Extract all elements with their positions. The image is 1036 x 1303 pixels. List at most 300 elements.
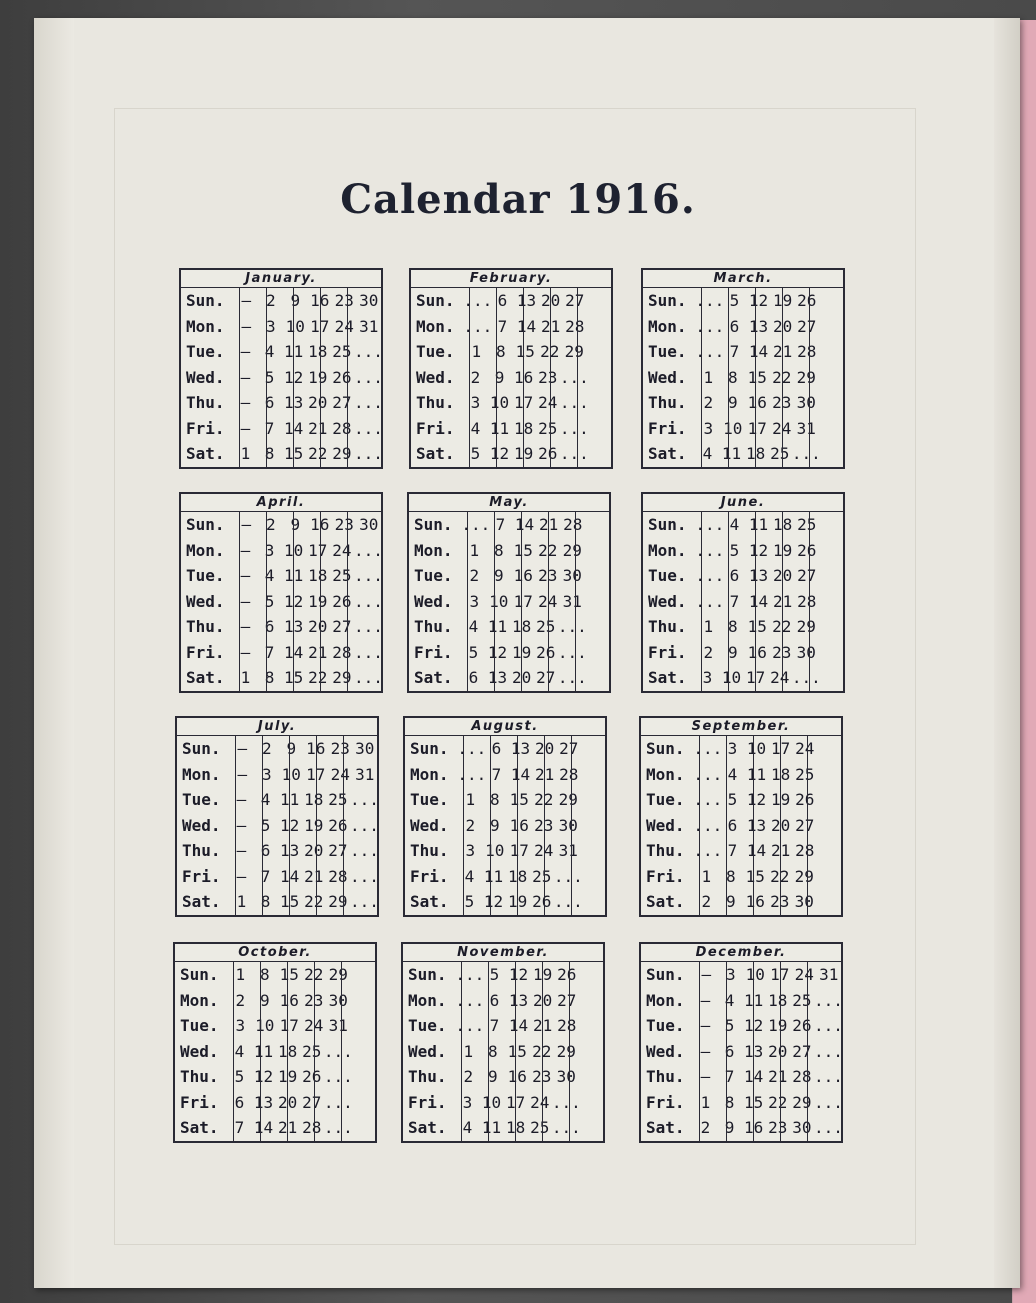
date-cell: 13 <box>748 316 769 336</box>
weekday-label: Fri. <box>648 642 687 662</box>
week-row <box>181 563 381 589</box>
date-cell: 13 <box>280 841 300 861</box>
date-cell: 6 <box>497 291 508 311</box>
date-cell: 11 <box>481 1118 502 1138</box>
date-cell: 3 <box>462 1092 473 1112</box>
week-row <box>641 988 841 1014</box>
date-cell: 7 <box>260 866 271 886</box>
date-cell: ... <box>353 444 383 464</box>
date-cell: 3 <box>469 591 480 611</box>
date-cell: 23 <box>534 815 554 835</box>
date-cell: 11 <box>746 764 767 784</box>
week-row <box>411 288 611 314</box>
weekday-label: Mon. <box>186 316 225 336</box>
date-cell: 19 <box>508 892 528 912</box>
date-cell: 24 <box>772 418 792 438</box>
date-cell: 17 <box>513 591 533 611</box>
month-october <box>173 942 377 1143</box>
date-cell: 21 <box>771 841 791 861</box>
weekday-label: Sat. <box>648 444 687 464</box>
date-cell: 30 <box>359 515 379 535</box>
weekday-label: Thu. <box>410 841 449 861</box>
date-cell: ... <box>323 1041 353 1061</box>
date-cell: 31 <box>355 764 375 784</box>
date-cell: 23 <box>538 566 558 586</box>
date-cell: 3 <box>702 668 713 688</box>
week-row <box>409 538 609 564</box>
date-cell: 4 <box>468 617 479 637</box>
date-cell: 1 <box>236 892 247 912</box>
date-cell: 2 <box>470 367 481 387</box>
date-cell: ... <box>323 1092 353 1112</box>
weekday-label: Fri. <box>410 866 449 886</box>
date-cell: 13 <box>510 739 531 759</box>
date-cell: ... <box>813 1016 843 1036</box>
date-cell: 5 <box>264 367 275 387</box>
date-cell: – <box>240 540 251 560</box>
week-row <box>175 1115 375 1141</box>
date-cell: 4 <box>464 866 475 886</box>
week-row <box>177 889 377 915</box>
week-row <box>643 563 843 589</box>
date-cell: 25 <box>532 866 552 886</box>
date-cell: ... <box>349 790 379 810</box>
weekday-label: Sat. <box>646 892 685 912</box>
date-cell: 23 <box>772 393 792 413</box>
weekday-label: Thu. <box>648 617 687 637</box>
date-cell: 15 <box>507 1041 527 1061</box>
date-cell: 28 <box>797 342 817 362</box>
date-cell: 8 <box>495 342 506 362</box>
date-cell: 21 <box>773 591 793 611</box>
date-cell: 14 <box>284 418 304 438</box>
date-cell: 16 <box>279 990 299 1010</box>
date-cell: 30 <box>562 566 582 586</box>
week-row <box>409 640 609 666</box>
date-cell: 5 <box>729 291 740 311</box>
date-cell: 15 <box>515 342 535 362</box>
date-cell: 28 <box>797 591 817 611</box>
week-row <box>181 416 381 442</box>
date-cell: – <box>236 790 247 810</box>
date-cell: 29 <box>796 617 816 637</box>
date-cell: 18 <box>746 444 766 464</box>
date-cell: ... <box>695 342 725 362</box>
date-cell: 1 <box>240 668 251 688</box>
date-cell: 6 <box>491 739 502 759</box>
date-cell: ... <box>551 1092 581 1112</box>
date-cell: 29 <box>332 444 352 464</box>
month-june <box>641 492 845 693</box>
date-cell: 13 <box>487 668 508 688</box>
month-august <box>403 716 607 917</box>
date-cell: 29 <box>558 790 578 810</box>
date-cell: 29 <box>796 367 816 387</box>
date-cell: – <box>240 418 251 438</box>
date-cell: 25 <box>770 444 790 464</box>
weekday-label: Mon. <box>646 990 685 1010</box>
date-cell: 24 <box>530 1092 550 1112</box>
weekday-label: Sat. <box>414 668 453 688</box>
weekday-label: Tue. <box>648 342 687 362</box>
week-row <box>181 288 381 314</box>
date-cell: 13 <box>748 566 769 586</box>
date-cell: 24 <box>538 393 558 413</box>
date-cell: 19 <box>308 367 328 387</box>
date-cell: 16 <box>747 393 767 413</box>
date-cell: 26 <box>792 1016 812 1036</box>
date-cell: 15 <box>284 444 304 464</box>
date-cell: 9 <box>487 1067 498 1087</box>
date-cell: ... <box>693 841 723 861</box>
date-cell: 30 <box>359 291 379 311</box>
date-cell: 2 <box>703 642 714 662</box>
date-cell: 19 <box>773 540 793 560</box>
date-cell: 19 <box>512 642 532 662</box>
date-cell: – <box>701 965 712 985</box>
date-cell: 20 <box>771 815 791 835</box>
date-cell: 6 <box>489 990 500 1010</box>
week-row <box>643 538 843 564</box>
date-cell: 25 <box>328 790 348 810</box>
date-cell: 22 <box>540 342 560 362</box>
date-cell: 6 <box>724 1041 735 1061</box>
date-cell: 22 <box>772 617 792 637</box>
date-cell: 3 <box>235 1016 246 1036</box>
date-cell: 5 <box>724 1016 735 1036</box>
date-cell: 3 <box>264 540 275 560</box>
date-cell: 27 <box>797 566 817 586</box>
date-cell: 26 <box>538 444 558 464</box>
date-cell: ... <box>353 591 383 611</box>
date-cell: 5 <box>489 965 500 985</box>
month-name: October. <box>175 944 375 962</box>
date-cell: 12 <box>489 444 510 464</box>
date-cell: 20 <box>512 668 532 688</box>
month-april <box>179 492 383 693</box>
weekday-label: Mon. <box>186 540 225 560</box>
weekday-label: Sat. <box>408 1118 447 1138</box>
date-cell: 11 <box>744 990 764 1010</box>
date-cell: 28 <box>328 866 348 886</box>
date-cell: 4 <box>260 790 271 810</box>
date-cell: 16 <box>745 892 765 912</box>
date-cell: 8 <box>493 540 504 560</box>
date-cell: 5 <box>468 642 479 662</box>
date-cell: – <box>236 841 247 861</box>
date-cell: 1 <box>471 342 482 362</box>
week-row <box>177 736 377 762</box>
date-cell: ... <box>813 1067 843 1087</box>
date-cell: 22 <box>770 866 790 886</box>
month-name: April. <box>181 494 381 512</box>
month-name: July. <box>177 718 377 736</box>
date-cell: 17 <box>308 540 328 560</box>
week-row <box>403 1013 603 1039</box>
date-cell: 2 <box>463 1067 474 1087</box>
date-cell: 8 <box>264 668 275 688</box>
month-march <box>641 268 845 469</box>
date-cell: 22 <box>308 668 328 688</box>
date-cell: 30 <box>558 815 578 835</box>
date-cell: 11 <box>489 418 510 438</box>
date-cell: – <box>240 342 251 362</box>
date-cell: 10 <box>723 418 743 438</box>
date-cell: ... <box>353 668 383 688</box>
date-cell: 28 <box>557 1016 577 1036</box>
date-cell: 16 <box>744 1118 764 1138</box>
date-cell: ... <box>353 617 383 637</box>
week-row <box>175 988 375 1014</box>
week-row <box>641 1090 841 1116</box>
week-row <box>643 365 843 391</box>
date-cell: 16 <box>514 367 534 387</box>
week-row <box>641 838 841 864</box>
date-cell: 18 <box>508 866 528 886</box>
date-cell: – <box>240 617 251 637</box>
date-cell: 4 <box>470 418 481 438</box>
week-row <box>643 339 843 365</box>
date-cell: 2 <box>469 566 480 586</box>
date-cell: 28 <box>563 515 583 535</box>
date-cell: ... <box>349 815 379 835</box>
date-cell: 25 <box>797 515 817 535</box>
date-cell: 11 <box>721 444 742 464</box>
date-cell: 29 <box>328 892 348 912</box>
date-cell: 14 <box>508 1016 529 1036</box>
date-cell: 16 <box>507 1067 527 1087</box>
date-cell: 28 <box>302 1118 322 1138</box>
date-cell: 19 <box>304 815 324 835</box>
week-row <box>409 665 609 691</box>
date-cell: 21 <box>304 866 324 886</box>
weekday-label: Tue. <box>408 1016 447 1036</box>
date-cell: 26 <box>302 1067 322 1087</box>
date-cell: – <box>240 367 251 387</box>
week-row <box>411 441 611 467</box>
weekday-label: Sat. <box>180 1118 219 1138</box>
date-cell: 6 <box>729 566 740 586</box>
date-cell: ... <box>557 668 587 688</box>
date-cell: ... <box>349 892 379 912</box>
month-december <box>639 942 843 1143</box>
date-cell: – <box>240 393 251 413</box>
date-cell: 29 <box>564 342 584 362</box>
date-cell: 29 <box>562 540 582 560</box>
date-cell: 20 <box>533 990 553 1010</box>
date-cell: 7 <box>264 642 275 662</box>
week-row <box>641 864 841 890</box>
date-cell: 28 <box>795 841 815 861</box>
date-cell: 19 <box>278 1067 298 1087</box>
date-cell: 18 <box>278 1041 298 1061</box>
date-cell: 13 <box>284 617 304 637</box>
date-cell: 16 <box>310 515 330 535</box>
page-title: Calendar 1916. <box>340 176 696 223</box>
date-cell: 21 <box>541 316 561 336</box>
date-cell: ... <box>693 739 723 759</box>
date-cell: 2 <box>265 291 276 311</box>
week-row <box>177 762 377 788</box>
date-cell: 3 <box>261 764 272 784</box>
week-row <box>181 640 381 666</box>
date-cell: 31 <box>562 591 582 611</box>
date-cell: ... <box>551 1118 581 1138</box>
date-cell: ... <box>813 1092 843 1112</box>
date-cell: 21 <box>533 1016 553 1036</box>
week-row <box>181 390 381 416</box>
date-cell: 27 <box>559 739 579 759</box>
week-row <box>411 339 611 365</box>
date-cell: 25 <box>332 342 352 362</box>
date-cell: 14 <box>284 642 304 662</box>
date-cell: 10 <box>481 1092 502 1112</box>
date-cell: 29 <box>332 668 352 688</box>
month-name: June. <box>643 494 843 512</box>
date-cell: 8 <box>259 965 270 985</box>
date-cell: 19 <box>773 291 793 311</box>
weekday-label: Sun. <box>182 739 221 759</box>
week-row <box>403 1064 603 1090</box>
weekday-label: Thu. <box>186 617 225 637</box>
date-cell: ... <box>559 444 589 464</box>
date-cell: 26 <box>557 965 577 985</box>
date-cell: 4 <box>264 342 275 362</box>
week-row <box>641 1115 841 1141</box>
date-cell: 10 <box>745 965 765 985</box>
date-cell: 1 <box>700 1092 711 1112</box>
date-cell: 7 <box>729 342 740 362</box>
week-row <box>181 441 381 467</box>
weekday-label: Sun. <box>410 739 449 759</box>
date-cell: 14 <box>748 591 769 611</box>
date-cell: 8 <box>489 790 500 810</box>
date-cell: ... <box>557 642 587 662</box>
weekday-label: Sun. <box>180 965 219 985</box>
date-cell: 5 <box>729 540 740 560</box>
weekday-label: Mon. <box>408 990 447 1010</box>
date-cell: 30 <box>796 393 816 413</box>
date-cell: ... <box>813 1118 843 1138</box>
date-cell: ... <box>353 367 383 387</box>
date-cell: ... <box>457 739 487 759</box>
weekday-label: Tue. <box>648 566 687 586</box>
weekday-label: Thu. <box>180 1067 219 1087</box>
weekday-label: Mon. <box>648 316 687 336</box>
date-cell: 24 <box>534 841 554 861</box>
date-cell: ... <box>693 764 723 784</box>
date-cell: 30 <box>328 990 348 1010</box>
date-cell: ... <box>553 892 583 912</box>
date-cell: 1 <box>235 965 246 985</box>
date-cell: 2 <box>235 990 246 1010</box>
date-cell: 11 <box>280 790 300 810</box>
date-cell: 6 <box>264 393 275 413</box>
date-cell: 8 <box>725 866 736 886</box>
date-cell: 7 <box>234 1118 245 1138</box>
date-cell: 18 <box>514 418 534 438</box>
weekday-label: Sat. <box>646 1118 685 1138</box>
date-cell: 4 <box>729 515 740 535</box>
weekday-label: Fri. <box>186 418 225 438</box>
date-cell: 11 <box>748 515 769 535</box>
weekday-label: Sat. <box>182 892 221 912</box>
date-cell: 27 <box>332 393 352 413</box>
date-cell: 3 <box>725 965 736 985</box>
date-cell: 24 <box>330 764 350 784</box>
week-row <box>403 1115 603 1141</box>
date-cell: 23 <box>330 739 350 759</box>
date-cell: 21 <box>278 1118 298 1138</box>
month-september <box>639 716 843 917</box>
date-cell: 7 <box>724 1067 735 1087</box>
date-cell: – <box>700 1067 711 1087</box>
weekday-label: Wed. <box>182 815 221 835</box>
date-cell: 10 <box>746 739 767 759</box>
date-cell: 15 <box>747 367 767 387</box>
week-row <box>409 614 609 640</box>
date-cell: 25 <box>332 566 352 586</box>
date-cell: 8 <box>260 892 271 912</box>
date-cell: 17 <box>771 739 791 759</box>
date-cell: 29 <box>792 1092 812 1112</box>
date-cell: 9 <box>493 566 504 586</box>
date-cell: ... <box>553 866 583 886</box>
date-cell: 20 <box>308 617 328 637</box>
week-row <box>403 962 603 988</box>
date-cell: – <box>240 566 251 586</box>
month-name: February. <box>411 270 611 288</box>
week-row <box>641 762 841 788</box>
date-cell: 27 <box>302 1092 322 1112</box>
date-cell: 29 <box>556 1041 576 1061</box>
date-cell: ... <box>791 668 821 688</box>
date-cell: 13 <box>508 990 529 1010</box>
date-cell: 1 <box>703 367 714 387</box>
date-cell: ... <box>695 316 725 336</box>
week-row <box>405 813 605 839</box>
date-cell: 25 <box>795 764 815 784</box>
date-cell: 23 <box>334 515 354 535</box>
week-row <box>405 864 605 890</box>
date-cell: 10 <box>281 764 301 784</box>
weekday-label: Tue. <box>186 342 225 362</box>
date-cell: 24 <box>794 965 814 985</box>
date-cell: ... <box>693 790 723 810</box>
date-cell: ... <box>323 1067 353 1087</box>
weekday-label: Wed. <box>416 367 455 387</box>
week-row <box>411 416 611 442</box>
month-may <box>407 492 611 693</box>
date-cell: 4 <box>727 764 738 784</box>
date-cell: 7 <box>729 591 740 611</box>
week-row <box>643 512 843 538</box>
week-row <box>403 988 603 1014</box>
week-row <box>643 288 843 314</box>
date-cell: 5 <box>470 444 481 464</box>
week-row <box>181 314 381 340</box>
date-cell: 7 <box>497 316 508 336</box>
date-cell: 21 <box>773 342 793 362</box>
weekday-label: Mon. <box>646 764 685 784</box>
date-cell: 18 <box>506 1118 526 1138</box>
week-row <box>643 390 843 416</box>
date-cell: 29 <box>328 965 348 985</box>
date-cell: 22 <box>304 965 324 985</box>
date-cell: 26 <box>795 790 815 810</box>
date-cell: – <box>700 990 711 1010</box>
date-cell: 12 <box>748 540 769 560</box>
